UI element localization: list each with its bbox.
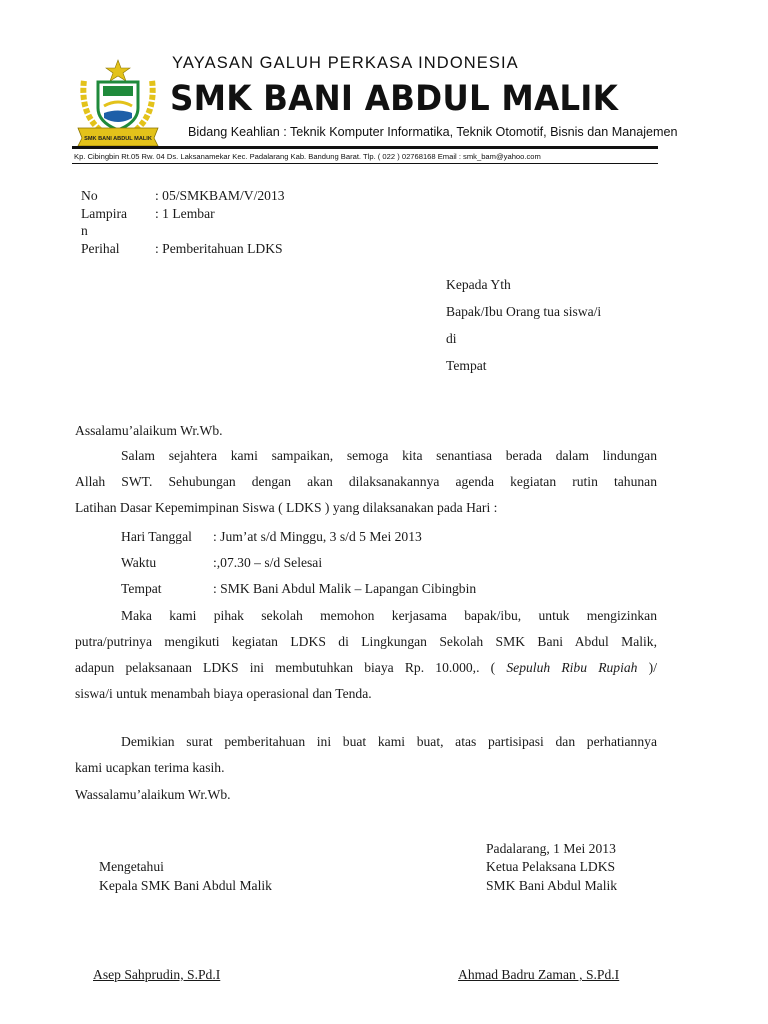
letterhead-divider-thick (72, 146, 658, 149)
fee-in-words: Sepuluh Ribu Rupiah (506, 660, 638, 675)
perihal-value: : Pemberitahuan LDKS (155, 241, 283, 256)
detail-value: : Jum’at s/d Minggu, 3 s/d 5 Mei 2013 (213, 529, 422, 544)
school-logo-icon (70, 58, 166, 148)
fields-of-expertise: Bidang Keahlian : Teknik Komputer Informatika, Teknik Otomotif, Bisnis dan Manajemen (188, 125, 678, 139)
paragraph-line: Demikian surat pemberitahuan ini buat kami buat, atas partisipasi dan perhatiannya (121, 734, 657, 749)
detail-value: :,07.30 – s/d Selesai (213, 555, 323, 570)
fee-suffix: )/ (648, 660, 657, 675)
letterhead-divider-thin (72, 163, 658, 164)
lampiran-label-2: n (81, 223, 88, 238)
left-signer-org: Kepala SMK Bani Abdul Malik (99, 878, 272, 893)
recipient-line: Bapak/Ibu Orang tua siswa/i (446, 304, 602, 319)
recipient-line: di (446, 331, 457, 346)
perihal-label: Perihal (81, 241, 120, 256)
paragraph-line: Maka kami pihak sekolah memohon kerjasama bapak/ibu, untuk mengizinkan (121, 608, 657, 623)
paragraph-line: Latihan Dasar Kepemimpinan Siswa ( LDKS ) yang dilaksanakan pada Hari : (75, 500, 498, 515)
paragraph-closing (75, 729, 657, 781)
lampiran-label-1: Lampira (81, 206, 128, 221)
logo-banner-text: SMK BANI ABDUL MALIK (84, 136, 152, 142)
no-value: : 05/SMKBAM/V/2013 (155, 188, 285, 203)
school-name: SMK BANI ABDUL MALIK (170, 79, 618, 119)
fee-text: adapun pelaksanaan LDKS ini membutuhkan biaya Rp. 10.000,. ( (75, 660, 496, 675)
detail-label: Waktu (121, 555, 157, 570)
paragraph-line-fee (75, 655, 657, 681)
place-date: Padalarang, 1 Mei 2013 (486, 841, 616, 856)
detail-value: : SMK Bani Abdul Malik – Lapangan Cibingbin (213, 581, 477, 596)
paragraph-line: Salam sejahtera kami sampaikan, semoga kita senantiasa berada dalam lindungan (121, 448, 657, 463)
lampiran-value: : 1 Lembar (155, 206, 215, 221)
left-signer-name: Asep Sahprudin, S.Pd.I (93, 967, 221, 982)
left-signer-role: Mengetahui (99, 859, 164, 874)
paragraph-line: siswa/i untuk menambah biaya operasional dan Tenda. (75, 686, 372, 701)
right-signer-role: Ketua Pelaksana LDKS (486, 859, 616, 874)
no-label: No (81, 188, 98, 203)
paragraph-intro (75, 443, 657, 521)
foundation-name: YAYASAN GALUH PERKASA INDONESIA (172, 54, 519, 72)
detail-label: Tempat (121, 581, 162, 596)
recipient-line: Tempat (446, 358, 487, 373)
greeting: Assalamu’alaikum Wr.Wb. (75, 423, 223, 438)
detail-label: Hari Tanggal (121, 529, 192, 544)
paragraph-line: Allah SWT. Sehubungan dengan akan dilaksanakannya agenda kegiatan rutin tahunan (75, 474, 657, 489)
paragraph-line: putra/putrinya mengikuti kegiatan LDKS di Lingkungan Sekolah SMK Bani Abdul Malik, (75, 634, 657, 649)
right-signer-org: SMK Bani Abdul Malik (486, 878, 618, 893)
closing-salutation: Wassalamu’alaikum Wr.Wb. (75, 787, 231, 802)
paragraph-request (75, 603, 657, 707)
school-address: Kp. Cibingbin Rt.05 Rw. 04 Ds. Laksanamekar Kec. Padalarang Kab. Bandung Barat. Tlp. ( 022 ) 02768168 Email : smk_bam@yahoo.com (74, 152, 541, 161)
recipient-line: Kepada Yth (446, 277, 511, 292)
paragraph-line: kami ucapkan terima kasih. (75, 760, 225, 775)
right-signer-name: Ahmad Badru Zaman , S.Pd.I (458, 967, 620, 982)
